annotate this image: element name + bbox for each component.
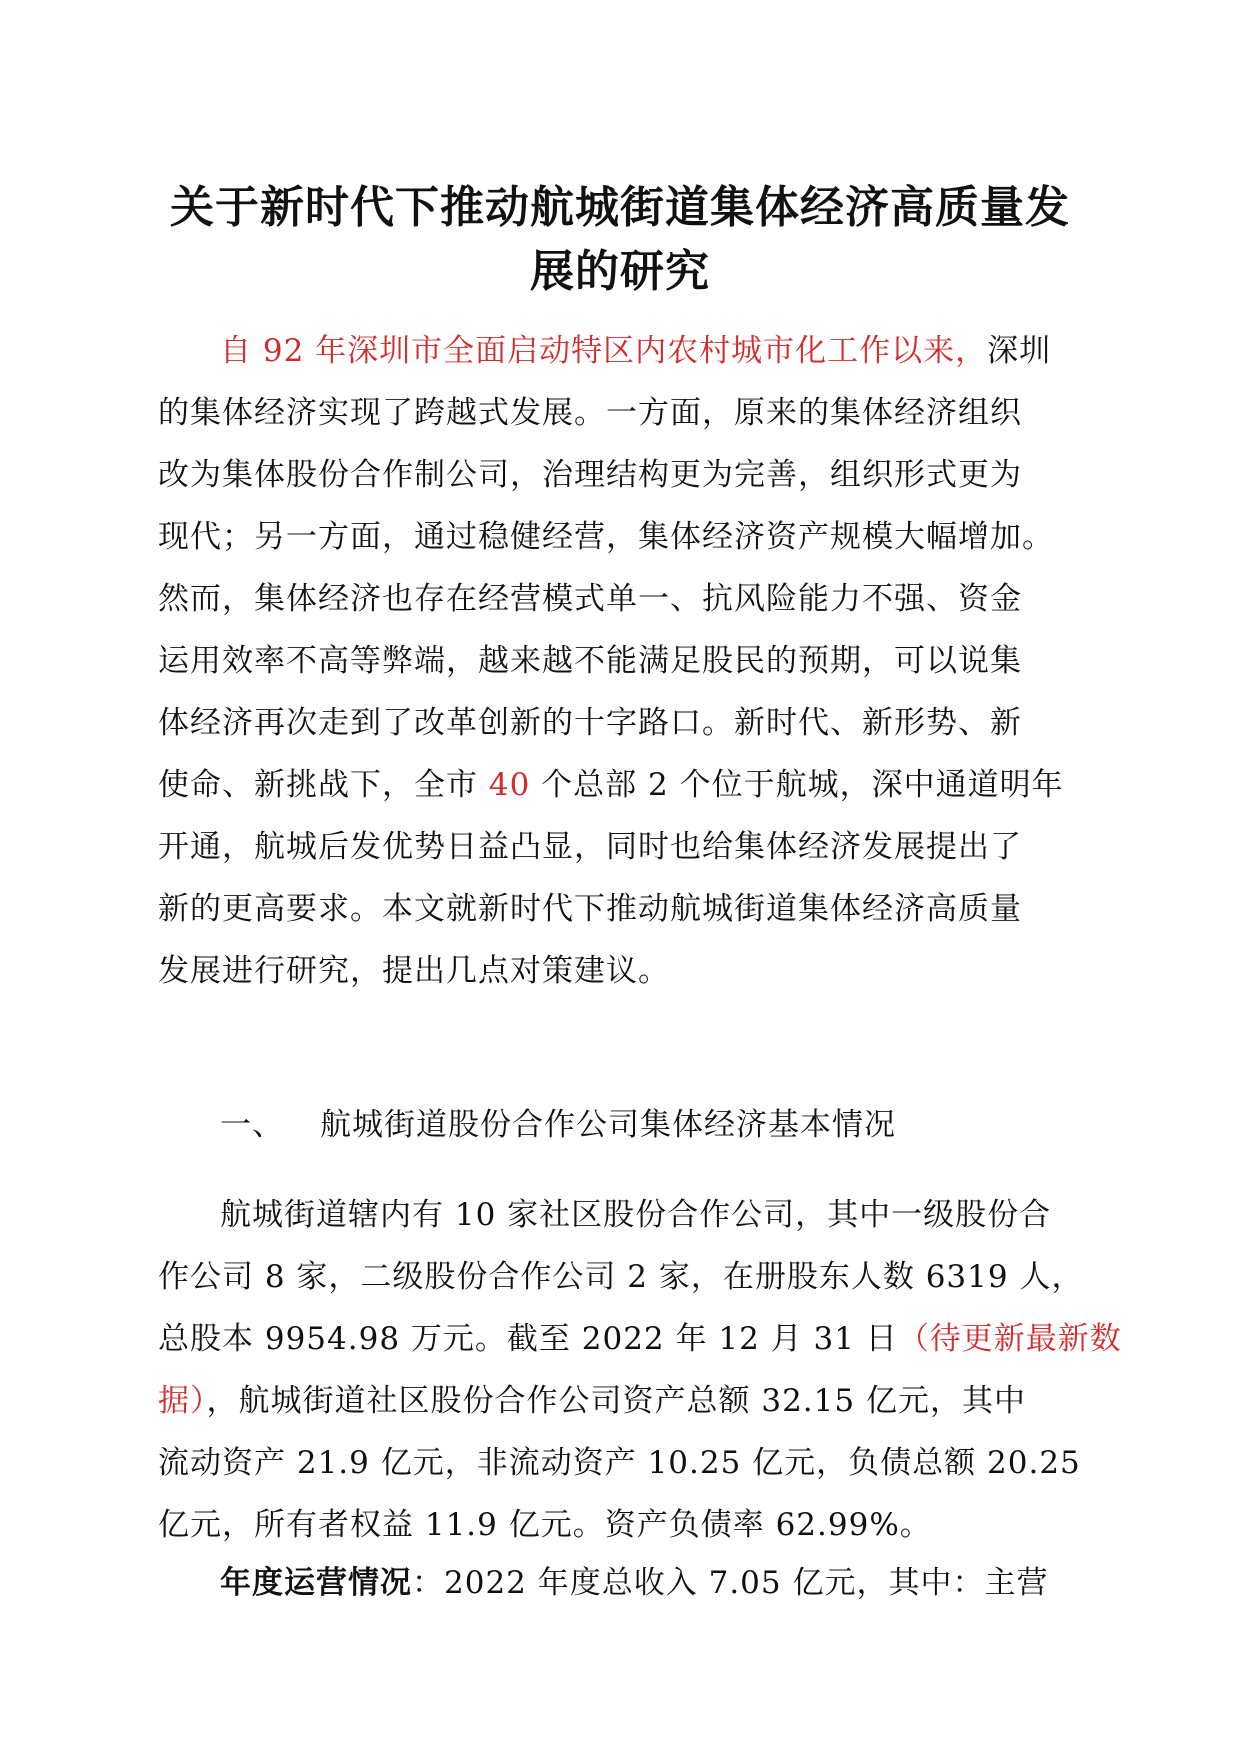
intro-line: 新的更高要求。本文就新时代下推动航城街道集体经济高质量: [158, 891, 1022, 927]
document-title: [140, 176, 1100, 304]
intro-line: 改为集体股份合作制公司，治理结构更为完善，组织形式更为: [158, 457, 1022, 493]
intro-line: 运用效率不高等弊端，越来越不能满足股民的预期，可以说集: [158, 643, 1022, 679]
title-line-1: 关于新时代下推动航城街道集体经济高质量发: [170, 182, 1070, 233]
red-highlight-text: 自 92 年深圳市全面启动特区内农村城市化工作以来，: [220, 333, 988, 369]
intro-line: 发展进行研究，提出几点对策建议。: [158, 953, 670, 989]
section1-line: 流动资产 21.9 亿元，非流动资产 10.25 亿元，负债总额 20.25: [158, 1445, 1081, 1481]
annual-operation-label: 年度运营情况: [220, 1565, 412, 1601]
section1-line: 航城街道辖内有 10 家社区股份合作公司，其中一级股份合: [220, 1197, 1052, 1233]
intro-line: 体经济再次走到了改革创新的十字路口。新时代、新形势、新: [158, 705, 1022, 741]
section1-paragraph: [158, 1184, 1122, 1556]
annual-operation-paragraph: [158, 1552, 1082, 1614]
intro-line: 的集体经济实现了跨越式发展。一方面，原来的集体经济组织: [158, 395, 1022, 431]
title-line-2: 展的研究: [530, 246, 710, 297]
section-number: 一、: [220, 1107, 284, 1143]
section1-line: 亿元，所有者权益 11.9 亿元。资产负债率 62.99%。: [158, 1507, 932, 1543]
section1-line: 作公司 8 家，二级股份合作公司 2 家，在册股东人数 6319 人，: [158, 1259, 1084, 1295]
intro-line: 开通，航城后发优势日益凸显，同时也给集体经济发展提出了: [158, 829, 1022, 865]
intro-paragraph: [158, 320, 1082, 1002]
section-heading: [220, 1094, 896, 1156]
section1-line: 总股本 9954.98 万元。截至 2022 年 12 月 31 日（待更新最新数: [158, 1321, 1122, 1357]
intro-line: 使命、新挑战下，全市 40 个总部 2 个位于航城，深中通道明年: [158, 767, 1064, 803]
red-highlight-text: （待更新最新数: [897, 1321, 1122, 1357]
intro-line: 然而，集体经济也存在经营模式单一、抗风险能力不强、资金: [158, 581, 1022, 617]
red-highlight-text: 据）: [158, 1383, 207, 1419]
annual-operation-line: 年度运营情况：2022 年度总收入 7.05 亿元，其中：主营: [220, 1565, 1049, 1601]
intro-line: 现代；另一方面，通过稳健经营，集体经济资产规模大幅增加。: [158, 519, 1054, 555]
section-heading-text: 航城街道股份合作公司集体经济基本情况: [320, 1107, 896, 1143]
intro-line: 自 92 年深圳市全面启动特区内农村城市化工作以来，深圳: [220, 333, 1052, 369]
section1-line: 据），航城街道社区股份合作公司资产总额 32.15 亿元，其中: [158, 1383, 1026, 1419]
red-highlight-number: 40: [488, 767, 531, 803]
